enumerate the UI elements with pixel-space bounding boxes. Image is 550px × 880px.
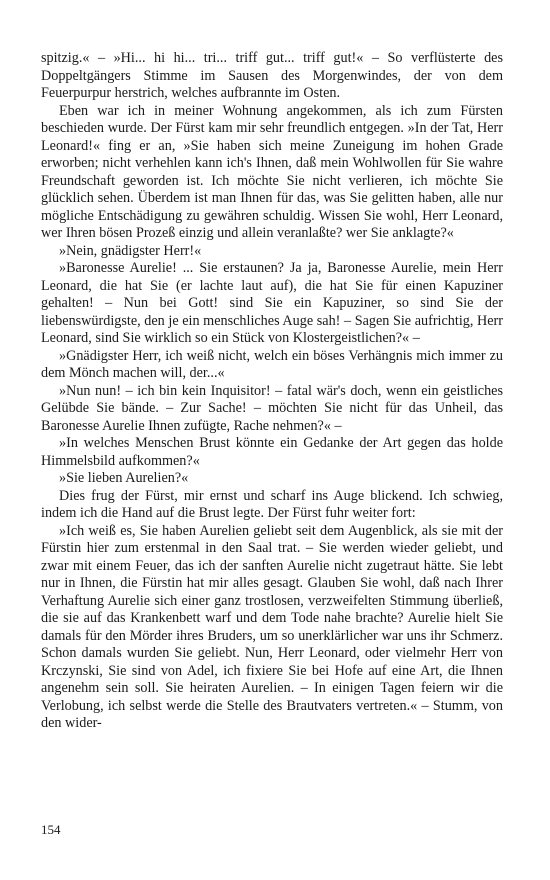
paragraph-prince-gaze: Dies frug der Fürst, mir ernst und scharf ins Auge blickend. Ich schwieg, indem ich die Hand auf die Brust legte. Der Fürst fuhr weiter fort: [41,487,503,521]
paragraph-prince-speech: »Ich weiß es, Sie haben Aurelien geliebt seit dem Augenblick, als sie mit der Fürstin hier zum erstenmal in den Saal trat. – Sie werden wieder geliebt, und zwar mit einem Feuer, das ich der sanften Aurelie nicht zugetraut hätte. Sie lebt nur in Ihnen, die Fürstin hat mir alles gesagt. Glauben Sie wohl, daß nach Ihrer Verhaftung Aurelie sich einer ganz trostlosen, verzweifelten Stimmung überließ, die sie auf das Krankenbett warf und dem Tode nahe brachte? Aurelie hielt Sie damals für den Mörder ihres Bruders, um so unerklärlicher war uns ihr Schmerz. Schon damals wurden Sie geliebt. Nun, Herr Leonard, oder vielmehr Herr von Krczynski, Sie sind von Adel, ich fixiere Sie bei Hofe auf eine Art, die Ihnen angenehm sein soll. Sie heiraten Aurelien. – In einigen Tagen feiern wir die Verlobung, ich selbst werde die Stelle des Brautvaters vertreten.« – Stumm, von den wider- [41,522,503,731]
paragraph-monk-fate: »Gnädigster Herr, ich weiß nicht, welch ein böses Verhängnis mich immer zu dem Mönch machen will, der...« [41,347,503,381]
page-number: 154 [41,822,61,837]
paragraph-not-inquisitor: »Nun nun! – ich bin kein Inquisitor! – fatal wär's doch, wenn ein geistliches Gelübde Sie bände. – Zur Sache! – möchten Sie nicht für das Unheil, das Baronesse Aurelie Ihnen zufügte, Rache nehmen?« – [41,382,503,434]
paragraph-reply-no: »Nein, gnädigster Herr!« [59,242,202,259]
paragraph-love-question: »Sie lieben Aurelien?« [59,470,189,486]
book-page-text [41,50,503,733]
paragraph-prince-summons: Eben war ich in meiner Wohnung angekommen, als ich zum Fürsten beschieden wurde. Der Fürst kam mir sehr freundlich entgegen. »In der Tat, Herr Leonard!« fing er an, »Sie haben sich meine Zuneigung im hohen Grade erworben; nicht verhehlen kann ich's Ihnen, daß mein Wohlwollen für Sie wahre Freundschaft geworden ist. Ich möchte Sie nicht verlieren, ich möchte Sie glücklich sehen. Überdem ist man Ihnen für das, was Sie gelitten haben, alle nur mögliche Entschädigung zu gewähren schuldig. Wissen Sie wohl, Herr Leonard, wer Ihren bösen Prozeß einzig und allein veranlaßte? wer Sie anklagte?« [41,102,503,241]
paragraph-continuation: spitzig.« – »Hi... hi hi... tri... triff gut... triff gut!« – So verflüsterte des Doppeltgängers Stimme im Sausen des Morgenwindes, der von dem Feuerpurpur herstrich, welches aufbrannte im Osten. [41,50,503,101]
paragraph-heavenly-image: »In welches Menschen Brust könnte ein Gedanke der Art gegen das holde Himmelsbild aufkommen?« [41,435,503,469]
paragraph-baroness-aurelie: »Baronesse Aurelie! ... Sie erstaunen? Ja ja, Baronesse Aurelie, mein Herr Leonard, die hat Sie (er lachte laut auf), die hat Sie für einen Kapuziner gehalten! – Nun bei Gott! sind Sie ein Kapuziner, so sind Sie der liebenswürdigste, den je ein menschliches Auge sah! – Sagen Sie aufrichtig, Herr Leonard, sind Sie wirklich so ein Stück von Klostergeistlichen?« – [41,260,503,346]
